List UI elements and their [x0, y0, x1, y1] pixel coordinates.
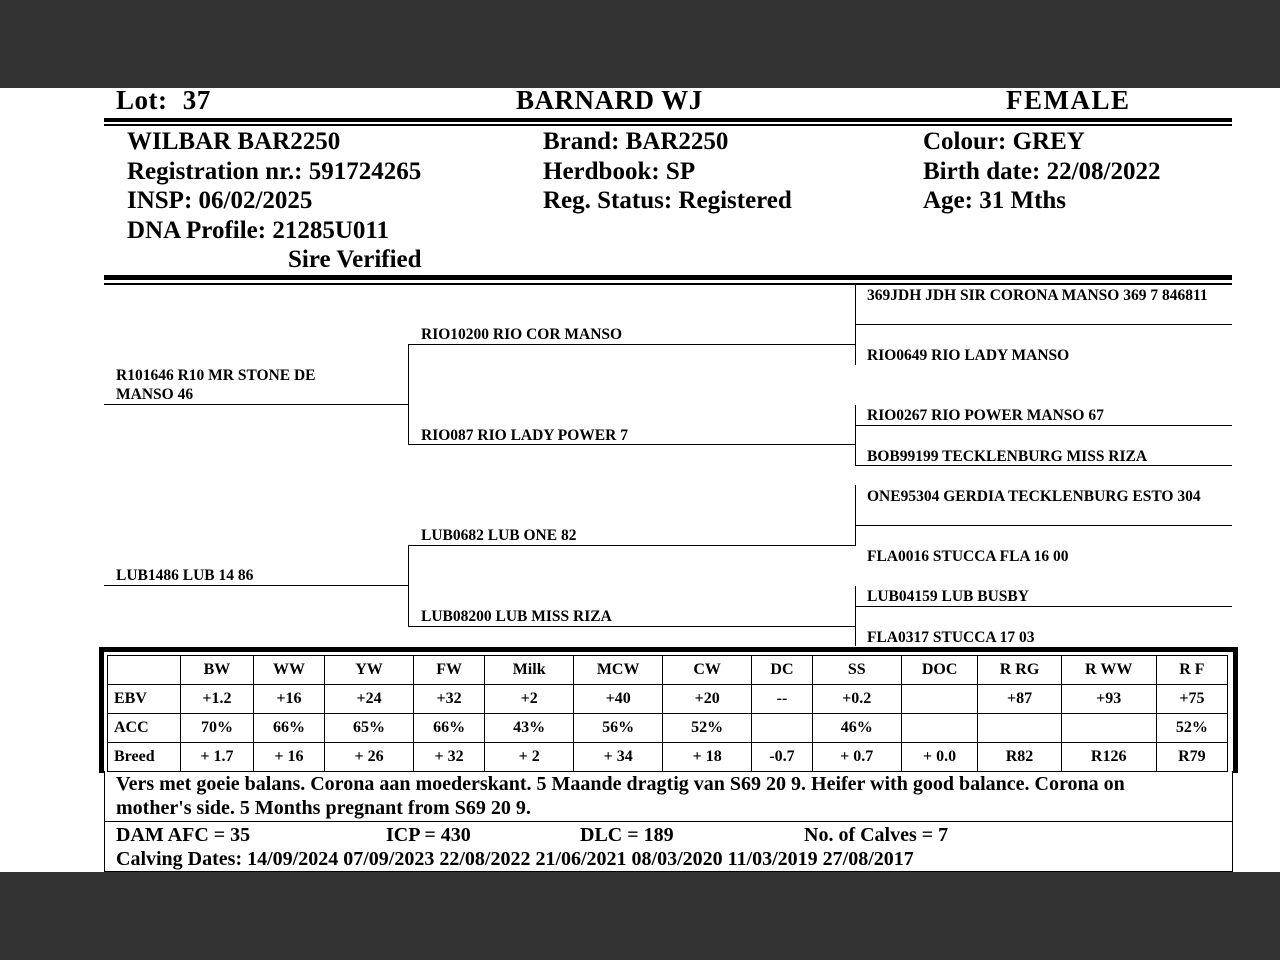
- ebv-header-cell: CW: [663, 656, 752, 685]
- dam-calves: No. of Calves = 7: [804, 824, 949, 846]
- ebv-cell: +20: [663, 685, 752, 714]
- pedigree-ggp-bracket-2: [855, 405, 856, 465]
- pedigree-ggp-5: ONE95304 GERDIA TECKLENBURG ESTO 304: [867, 488, 1201, 505]
- ebv-header-cell: FW: [414, 656, 485, 685]
- sire-verified: Sire Verified: [288, 246, 422, 273]
- pedigree-dam-dam: LUB08200 LUB MISS RIZA: [421, 608, 612, 625]
- pedigree-ggp-3: RIO0267 RIO POWER MANSO 67: [867, 407, 1104, 424]
- pedigree-sire-dam: RIO087 RIO LADY POWER 7: [421, 427, 628, 444]
- birth-date: Birth date: 22/08/2022: [923, 157, 1161, 185]
- breed-cell: -0.7: [752, 743, 813, 772]
- ebv-table: [107, 655, 1228, 772]
- breed-cell: + 1.7: [181, 743, 254, 772]
- insp-date: INSP: 06/02/2025: [127, 187, 313, 214]
- pedigree-dam-bracket: [408, 545, 409, 626]
- ebv-cell: +24: [325, 685, 414, 714]
- acc-cell: 70%: [181, 714, 254, 743]
- pedigree-ggp-1: 369JDH JDH SIR CORONA MANSO 369 7 846811: [867, 287, 1208, 304]
- pedigree-sire-bracket: [408, 344, 409, 445]
- breed-cell: R126: [1061, 743, 1156, 772]
- breeder-name: BARNARD WJ: [516, 85, 703, 115]
- pedigree-dam-sire: LUB0682 LUB ONE 82: [421, 527, 577, 544]
- ebv-cell: +1.2: [181, 685, 254, 714]
- ebv-header-cell: DOC: [901, 656, 978, 685]
- lot-label-text: Lot:: [116, 85, 168, 115]
- ebv-header-cell: MCW: [574, 656, 663, 685]
- header-rule-thick: [104, 118, 1232, 122]
- catalogue-page: [0, 85, 1280, 872]
- dna-profile: DNA Profile: 21285U011: [127, 216, 390, 244]
- registration-number: Registration nr.: 591724265: [127, 157, 422, 185]
- pedigree-sire-dam-line: [408, 444, 856, 445]
- age: Age: 31 Mths: [923, 187, 1067, 214]
- info-rule-thin: [104, 283, 1232, 285]
- pedigree-dam-line: [104, 585, 409, 586]
- breed-cell: + 0.7: [812, 743, 901, 772]
- acc-cell: [978, 714, 1061, 743]
- pedigree-ggp-8: FLA0317 STUCCA 17 03: [867, 629, 1035, 646]
- herdbook: Herdbook: SP: [543, 157, 696, 185]
- acc-row-label: ACC: [108, 714, 181, 743]
- breed-row: [108, 743, 1228, 772]
- comment-line-2: mother's side. 5 Months pregnant from S69 20 9.: [116, 797, 531, 819]
- ebv-cell: +93: [1061, 685, 1156, 714]
- breed-cell: R79: [1156, 743, 1227, 772]
- dam-afc: DAM AFC = 35: [116, 824, 251, 846]
- lot-number: 37: [182, 85, 211, 115]
- colour: Colour: GREY: [923, 128, 1085, 155]
- animal-info-right: [923, 127, 1161, 216]
- pedigree-dam-dam-line: [408, 626, 856, 627]
- ebv-cell: +32: [414, 685, 485, 714]
- pedigree-ggp-4: BOB99199 TECKLENBURG MISS RIZA: [867, 448, 1148, 465]
- ebv-cell: +16: [253, 685, 324, 714]
- acc-cell: 65%: [325, 714, 414, 743]
- ebv-cell: --: [752, 685, 813, 714]
- pedigree-ggp-7: LUB04159 LUB BUSBY: [867, 588, 1029, 605]
- animal-name: WILBAR BAR2250: [127, 128, 341, 155]
- acc-cell: [1061, 714, 1156, 743]
- ebv-cell: +87: [978, 685, 1061, 714]
- comment-line-1: Vers met goeie balans. Corona aan moederskant. 5 Maande dragtig van S69 20 9. Heifer with good balance. Corona on: [116, 773, 1125, 795]
- ebv-cell: +75: [1156, 685, 1227, 714]
- breed-cell: + 18: [663, 743, 752, 772]
- comments: [116, 772, 1226, 820]
- dam-dlc: DLC = 189: [580, 824, 674, 846]
- ebv-cell: [901, 685, 978, 714]
- pedigree-ggp-line-5: [855, 525, 1232, 526]
- breed-cell: + 32: [414, 743, 485, 772]
- acc-cell: 56%: [574, 714, 663, 743]
- calving-dates: Calving Dates: 14/09/2024 07/09/2023 22/08/2022 21/06/2021 08/03/2020 11/03/2019 27/08/2017: [116, 848, 914, 870]
- ebv-header-cell: YW: [325, 656, 414, 685]
- pedigree-ggp-line-1: [855, 324, 1232, 325]
- animal-info-middle: [543, 127, 792, 216]
- lot-label: [116, 85, 211, 116]
- ebv-row-label: EBV: [108, 685, 181, 714]
- pedigree-sire: R101646 R10 MR STONE DE MANSO 46: [116, 367, 316, 403]
- acc-cell: [901, 714, 978, 743]
- ebv-row: [108, 685, 1228, 714]
- notes-divider: [104, 821, 1233, 822]
- pedigree-ggp-line-4: [855, 465, 1232, 466]
- pedigree-ggp-bracket-4: [855, 586, 856, 646]
- pedigree-ggp-line-7: [855, 606, 1232, 607]
- ebv-header-cell: DC: [752, 656, 813, 685]
- breed-cell: R82: [978, 743, 1061, 772]
- ebv-header-cell: R RG: [978, 656, 1061, 685]
- ebv-cell: +40: [574, 685, 663, 714]
- breed-cell: + 34: [574, 743, 663, 772]
- acc-cell: 52%: [663, 714, 752, 743]
- reg-status: Reg. Status: Registered: [543, 187, 792, 214]
- ebv-header-cell: R F: [1156, 656, 1227, 685]
- acc-row: [108, 714, 1228, 743]
- pedigree-dam: LUB1486 LUB 14 86: [116, 567, 254, 584]
- breed-cell: + 0.0: [901, 743, 978, 772]
- acc-cell: 46%: [812, 714, 901, 743]
- acc-cell: 66%: [253, 714, 324, 743]
- dam-icp: ICP = 430: [386, 824, 471, 846]
- ebv-cell: +2: [485, 685, 574, 714]
- breed-cell: + 26: [325, 743, 414, 772]
- pedigree-sire-line: [104, 404, 409, 405]
- ebv-header-cell: [108, 656, 181, 685]
- animal-info-left: [127, 127, 422, 275]
- info-rule-thick: [104, 275, 1232, 280]
- ebv-header-cell: SS: [812, 656, 901, 685]
- ebv-header-cell: WW: [253, 656, 324, 685]
- pedigree-ggp-2: RIO0649 RIO LADY MANSO: [867, 347, 1070, 364]
- ebv-header-row: [108, 656, 1228, 685]
- acc-cell: 43%: [485, 714, 574, 743]
- pedigree-ggp-6: FLA0016 STUCCA FLA 16 00: [867, 548, 1069, 565]
- acc-cell: 66%: [414, 714, 485, 743]
- ebv-header-cell: Milk: [485, 656, 574, 685]
- breed-row-label: Breed: [108, 743, 181, 772]
- ebv-header-cell: BW: [181, 656, 254, 685]
- ebv-header-cell: R WW: [1061, 656, 1156, 685]
- breed-cell: + 2: [485, 743, 574, 772]
- sex-label: FEMALE: [1006, 85, 1131, 115]
- pedigree-sire-sire-line: [408, 344, 856, 345]
- header-rule-thin: [104, 124, 1232, 126]
- pedigree-ggp-bracket-3: [855, 485, 856, 545]
- breed-cell: + 16: [253, 743, 324, 772]
- pedigree-dam-sire-line: [408, 545, 856, 546]
- pedigree-sire-sire: RIO10200 RIO COR MANSO: [421, 326, 623, 343]
- pedigree-ggp-line-3: [855, 425, 1232, 426]
- acc-cell: 52%: [1156, 714, 1227, 743]
- ebv-cell: +0.2: [812, 685, 901, 714]
- acc-cell: [752, 714, 813, 743]
- brand: Brand: BAR2250: [543, 128, 729, 155]
